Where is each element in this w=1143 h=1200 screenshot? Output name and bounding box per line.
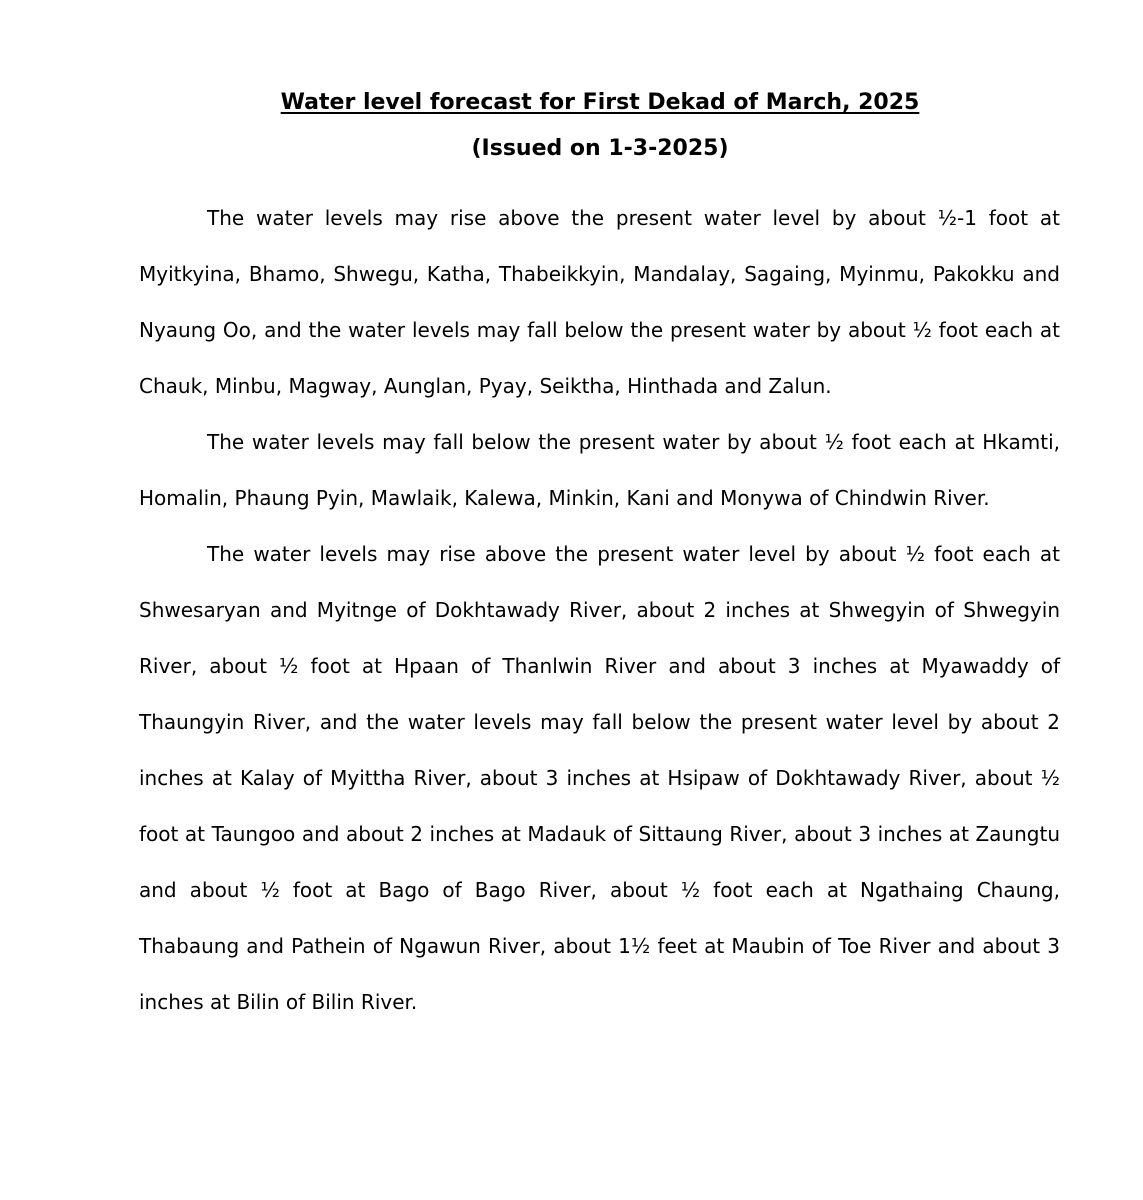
paragraph-ayeyarwady: The water levels may rise above the present water level by about ½-1 foot at Myitkyina, Bhamo, Shwegu, Katha, Thabeikkyin, Mandalay, Sagaing, Myinmu, Pakokku and Nyaung Oo, and the water levels may fall below the present water by about ½ foot each at Chauk, Minbu, Magway, Aunglan, Pyay, Seiktha, Hinthada and Zalun.: [139, 206, 1060, 398]
issue-date: (Issued on 1-3-2025): [471, 136, 729, 161]
paragraph-chindwin: The water levels may fall below the present water by about ½ foot each at Hkamti, Homalin, Phaung Pyin, Mawlaik, Kalewa, Minkin, Kani and Monywa of Chindwin River.: [139, 430, 1060, 510]
paragraph-other-rivers: The water levels may rise above the present water level by about ½ foot each at Shwesaryan and Myitnge of Dokhtawady River, about 2 inches at Shwegyin of Shwegyin River, about ½ foot at Hpaan of Thanlwin River and about 3 inches at Myawaddy of Thaungyin River, and the water levels may fall below the present water level by about 2 inches at Kalay of Myittha River, about 3 inches at Hsipaw of Dokhtawady River, about ½ foot at Taungoo and about 2 inches at Madauk of Sittaung River, about 3 inches at Zaungtu and about ½ foot at Bago of Bago River, about ½ foot each at Ngathaing Chaung, Thabaung and Pathein of Ngawun River, about 1½ feet at Maubin of Toe River and about 3 inches at Bilin of Bilin River.: [139, 542, 1060, 1014]
document-title: Water level forecast for First Dekad of March, 2025: [280, 90, 920, 115]
document-body: [139, 190, 1060, 1030]
